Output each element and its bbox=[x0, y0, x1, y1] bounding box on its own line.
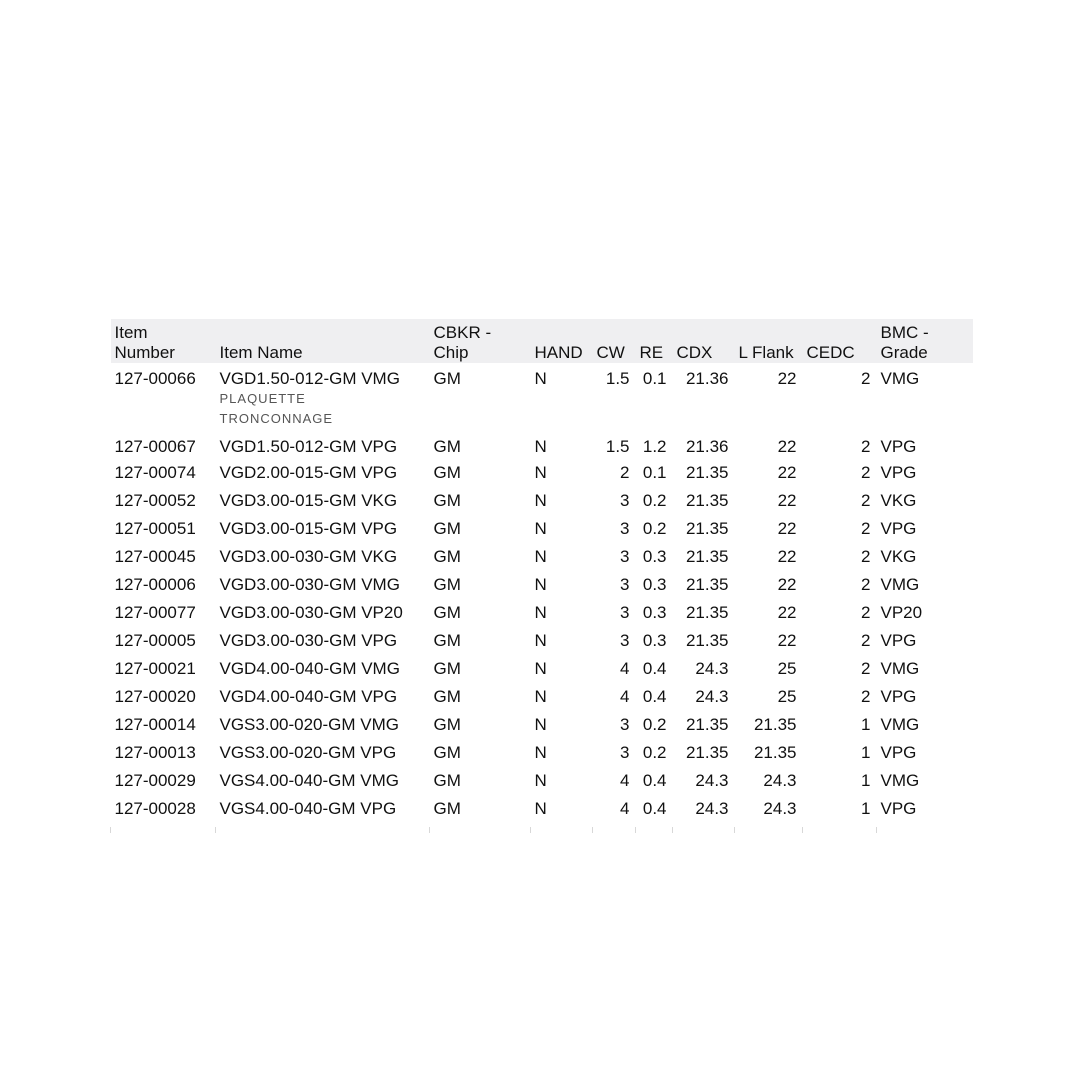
cell-bmc: VPG bbox=[880, 463, 917, 482]
column-tick bbox=[593, 827, 636, 833]
cell-hand: N bbox=[534, 369, 547, 388]
cell-cbkr: GM bbox=[433, 491, 461, 510]
cell-bmc: VPG bbox=[880, 799, 917, 818]
cell-bmc: VP20 bbox=[880, 603, 923, 622]
cell-item-number: 127-00045 bbox=[114, 547, 196, 566]
cell-item-name: VGD4.00-040-GM VMG bbox=[219, 659, 400, 678]
cell-l-flank: 24.3 bbox=[763, 771, 797, 790]
column-tick bbox=[430, 827, 531, 833]
header-bmc-grade: BMC - Grade bbox=[880, 323, 929, 362]
cell-l-flank: 22 bbox=[777, 437, 797, 456]
cell-item-name: VGS3.00-020-GM VMG bbox=[219, 715, 400, 734]
cell-item-number: 127-00067 bbox=[114, 437, 196, 456]
cell-cbkr: GM bbox=[433, 715, 461, 734]
cell-item-number: 127-00052 bbox=[114, 491, 196, 510]
cell-item-number: 127-00066 bbox=[114, 369, 196, 388]
cell-hand: N bbox=[534, 715, 547, 734]
cell-item-number: 127-00028 bbox=[114, 799, 196, 818]
cell-cw: 1.5 bbox=[605, 369, 630, 388]
column-tick bbox=[803, 827, 877, 833]
cell-hand: N bbox=[534, 437, 547, 456]
cell-cdx: 24.3 bbox=[695, 687, 729, 706]
table-row bbox=[111, 771, 973, 799]
cell-cedc: 1 bbox=[861, 771, 871, 790]
cell-cbkr: GM bbox=[433, 575, 461, 594]
cell-bmc: VMG bbox=[880, 369, 920, 388]
cell-cw: 2 bbox=[620, 463, 630, 482]
table-row bbox=[111, 463, 973, 491]
cell-l-flank: 21.35 bbox=[753, 743, 797, 762]
cell-re: 0.4 bbox=[642, 799, 667, 818]
cell-cedc: 1 bbox=[861, 799, 871, 818]
cell-item-number: 127-00074 bbox=[114, 463, 196, 482]
cell-re: 0.3 bbox=[642, 575, 667, 594]
cell-bmc: VPG bbox=[880, 437, 917, 456]
cell-l-flank: 22 bbox=[777, 631, 797, 650]
table-row bbox=[111, 363, 973, 435]
cell-cdx: 21.35 bbox=[685, 631, 729, 650]
cell-cedc: 1 bbox=[861, 715, 871, 734]
table-row bbox=[111, 491, 973, 519]
cell-l-flank: 22 bbox=[777, 369, 797, 388]
cell-l-flank: 22 bbox=[777, 463, 797, 482]
cell-re: 0.3 bbox=[642, 547, 667, 566]
header-cdx: CDX bbox=[676, 343, 713, 362]
cell-re: 0.3 bbox=[642, 631, 667, 650]
table-row bbox=[111, 743, 973, 771]
cell-hand: N bbox=[534, 547, 547, 566]
cell-bmc: VKG bbox=[880, 547, 917, 566]
table-row bbox=[111, 715, 973, 743]
table-row bbox=[111, 519, 973, 547]
cell-cdx: 21.36 bbox=[685, 369, 729, 388]
cell-re: 0.4 bbox=[642, 687, 667, 706]
cell-cw: 4 bbox=[620, 659, 630, 678]
cell-item-name: VGD3.00-030-GM VMG bbox=[219, 575, 400, 594]
cell-cedc: 1 bbox=[861, 743, 871, 762]
cell-item-number: 127-00021 bbox=[114, 659, 196, 678]
cell-hand: N bbox=[534, 603, 547, 622]
cell-cbkr: GM bbox=[433, 631, 461, 650]
cell-cdx: 21.35 bbox=[685, 575, 729, 594]
cell-l-flank: 25 bbox=[777, 687, 797, 706]
cell-hand: N bbox=[534, 743, 547, 762]
cell-re: 0.2 bbox=[642, 715, 667, 734]
cell-l-flank: 22 bbox=[777, 603, 797, 622]
column-tick bbox=[735, 827, 803, 833]
cell-cbkr: GM bbox=[433, 369, 461, 388]
cell-cw: 3 bbox=[620, 603, 630, 622]
cell-cedc: 2 bbox=[861, 547, 871, 566]
cell-cbkr: GM bbox=[433, 437, 461, 456]
cell-item-number: 127-00013 bbox=[114, 743, 196, 762]
cell-cedc: 2 bbox=[861, 631, 871, 650]
cell-l-flank: 22 bbox=[777, 575, 797, 594]
column-tick bbox=[111, 827, 216, 833]
cell-cdx: 21.35 bbox=[685, 547, 729, 566]
table-row bbox=[111, 547, 973, 575]
cell-item-name bbox=[216, 363, 430, 435]
column-tick bbox=[636, 827, 673, 833]
cell-cw: 4 bbox=[620, 687, 630, 706]
cell-item-number: 127-00051 bbox=[114, 519, 196, 538]
table-row bbox=[111, 631, 973, 659]
cell-cedc: 2 bbox=[861, 463, 871, 482]
header-item-name: Item Name bbox=[219, 343, 303, 362]
cell-hand: N bbox=[534, 463, 547, 482]
product-table bbox=[110, 319, 973, 833]
cell-item-number: 127-00006 bbox=[114, 575, 196, 594]
cell-re: 0.4 bbox=[642, 771, 667, 790]
cell-item-number: 127-00077 bbox=[114, 603, 196, 622]
cell-cbkr: GM bbox=[433, 771, 461, 790]
cell-cedc: 2 bbox=[861, 603, 871, 622]
cell-cw: 3 bbox=[620, 631, 630, 650]
cell-cbkr: GM bbox=[433, 519, 461, 538]
cell-bmc: VPG bbox=[880, 687, 917, 706]
cell-re: 0.2 bbox=[642, 491, 667, 510]
cell-bmc: VPG bbox=[880, 519, 917, 538]
header-cedc: CEDC bbox=[806, 343, 855, 362]
cell-cdx: 21.36 bbox=[685, 437, 729, 456]
cell-cbkr: GM bbox=[433, 547, 461, 566]
table-row bbox=[111, 687, 973, 715]
cell-bmc: VPG bbox=[880, 631, 917, 650]
cell-re: 0.2 bbox=[642, 743, 667, 762]
cell-cw: 3 bbox=[620, 715, 630, 734]
table-row bbox=[111, 799, 973, 827]
cell-cdx: 24.3 bbox=[695, 659, 729, 678]
table-row bbox=[111, 575, 973, 603]
cell-re: 0.2 bbox=[642, 519, 667, 538]
cell-item-name: VGD2.00-015-GM VPG bbox=[219, 463, 398, 482]
cell-cbkr: GM bbox=[433, 603, 461, 622]
cell-cedc: 2 bbox=[861, 491, 871, 510]
item-name-text: VGD1.50-012-GM VMG bbox=[219, 369, 400, 388]
cell-bmc: VMG bbox=[880, 659, 920, 678]
cell-hand: N bbox=[534, 631, 547, 650]
cell-cbkr: GM bbox=[433, 687, 461, 706]
cell-item-number: 127-00029 bbox=[114, 771, 196, 790]
column-tick bbox=[531, 827, 593, 833]
cell-item-name: VGS3.00-020-GM VPG bbox=[219, 743, 397, 762]
cell-cdx: 21.35 bbox=[685, 519, 729, 538]
cell-bmc: VPG bbox=[880, 743, 917, 762]
cell-cw: 3 bbox=[620, 743, 630, 762]
table-row bbox=[111, 603, 973, 631]
item-description-line: PLAQUETTE bbox=[219, 391, 306, 406]
cell-hand: N bbox=[534, 519, 547, 538]
cell-hand: N bbox=[534, 575, 547, 594]
cell-l-flank: 25 bbox=[777, 659, 797, 678]
cell-cw: 4 bbox=[620, 771, 630, 790]
cell-item-name: VGD4.00-040-GM VPG bbox=[219, 687, 398, 706]
cell-re: 0.4 bbox=[642, 659, 667, 678]
cell-cedc: 2 bbox=[861, 659, 871, 678]
cell-cw: 4 bbox=[620, 799, 630, 818]
cell-cdx: 24.3 bbox=[695, 799, 729, 818]
cell-re: 0.1 bbox=[642, 463, 667, 482]
table-row bbox=[111, 659, 973, 687]
cell-item-number: 127-00005 bbox=[114, 631, 196, 650]
column-tick bbox=[673, 827, 735, 833]
column-tick bbox=[216, 827, 430, 833]
cell-cdx: 24.3 bbox=[695, 771, 729, 790]
cell-hand: N bbox=[534, 491, 547, 510]
cell-cedc: 2 bbox=[861, 519, 871, 538]
cell-item-name: VGD3.00-015-GM VKG bbox=[219, 491, 398, 510]
cell-cbkr: GM bbox=[433, 799, 461, 818]
cell-cedc: 2 bbox=[861, 369, 871, 388]
header-row bbox=[111, 319, 973, 363]
table-body bbox=[111, 363, 973, 827]
cell-item-name: VGD3.00-030-GM VKG bbox=[219, 547, 398, 566]
cell-cbkr: GM bbox=[433, 463, 461, 482]
cell-l-flank: 22 bbox=[777, 547, 797, 566]
item-description-line: TRONCONNAGE bbox=[219, 411, 334, 426]
header-item-number: Item Number bbox=[114, 323, 175, 362]
cell-bmc: VMG bbox=[880, 771, 920, 790]
cell-hand: N bbox=[534, 659, 547, 678]
cell-item-name: VGS4.00-040-GM VPG bbox=[219, 799, 397, 818]
cell-cedc: 2 bbox=[861, 437, 871, 456]
cell-cdx: 21.35 bbox=[685, 715, 729, 734]
cell-re: 1.2 bbox=[642, 437, 667, 456]
cell-cdx: 21.35 bbox=[685, 603, 729, 622]
header-l-flank: L Flank bbox=[738, 343, 794, 362]
cell-bmc: VMG bbox=[880, 575, 920, 594]
cell-cw: 3 bbox=[620, 575, 630, 594]
cell-item-name: VGD3.00-030-GM VPG bbox=[219, 631, 398, 650]
cell-cw: 3 bbox=[620, 491, 630, 510]
cell-item-number: 127-00020 bbox=[114, 687, 196, 706]
product-table-container bbox=[110, 319, 972, 833]
cell-bmc: VKG bbox=[880, 491, 917, 510]
header-cbkr-chip: CBKR - Chip bbox=[433, 323, 492, 362]
table-row bbox=[111, 435, 973, 463]
cell-item-name: VGD3.00-015-GM VPG bbox=[219, 519, 398, 538]
cell-cdx: 21.35 bbox=[685, 463, 729, 482]
cell-l-flank: 22 bbox=[777, 491, 797, 510]
cell-re: 0.3 bbox=[642, 603, 667, 622]
column-tick bbox=[877, 827, 973, 833]
cell-l-flank: 22 bbox=[777, 519, 797, 538]
cell-cedc: 2 bbox=[861, 687, 871, 706]
cell-hand: N bbox=[534, 687, 547, 706]
cell-item-name: VGS4.00-040-GM VMG bbox=[219, 771, 400, 790]
cell-cw: 3 bbox=[620, 547, 630, 566]
cell-cdx: 21.35 bbox=[685, 743, 729, 762]
cell-cw: 1.5 bbox=[605, 437, 630, 456]
cell-cbkr: GM bbox=[433, 743, 461, 762]
header-hand: HAND bbox=[534, 343, 583, 362]
cell-bmc: VMG bbox=[880, 715, 920, 734]
cell-l-flank: 24.3 bbox=[763, 799, 797, 818]
cell-cdx: 21.35 bbox=[685, 491, 729, 510]
cell-cbkr: GM bbox=[433, 659, 461, 678]
cell-hand: N bbox=[534, 799, 547, 818]
cell-item-number: 127-00014 bbox=[114, 715, 196, 734]
cell-l-flank: 21.35 bbox=[753, 715, 797, 734]
header-cw: CW bbox=[596, 343, 625, 362]
column-tick-row bbox=[111, 827, 973, 833]
cell-re: 0.1 bbox=[642, 369, 667, 388]
cell-hand: N bbox=[534, 771, 547, 790]
cell-item-name: VGD1.50-012-GM VPG bbox=[219, 437, 398, 456]
cell-cedc: 2 bbox=[861, 575, 871, 594]
cell-cw: 3 bbox=[620, 519, 630, 538]
cell-item-name: VGD3.00-030-GM VP20 bbox=[219, 603, 403, 622]
header-re: RE bbox=[639, 343, 664, 362]
